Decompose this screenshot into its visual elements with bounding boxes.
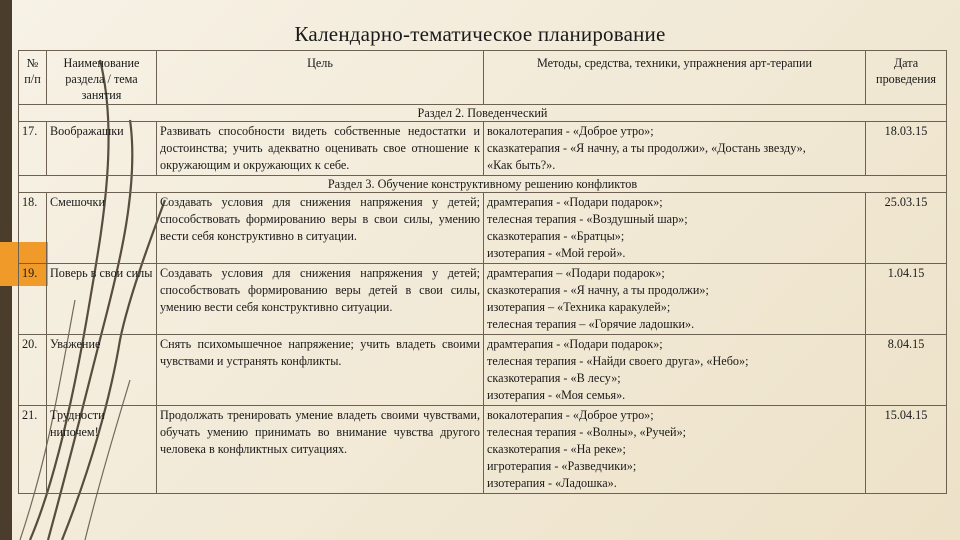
table-row	[19, 122, 947, 176]
section-row	[19, 176, 947, 193]
row-goal: Создавать условия для снижения напряжения у детей; способствовать формированию веры в свои силы, умению вести себя конструктивно в ситуации.	[157, 193, 484, 264]
method-line: телесная терапия - «Волны», «Ручей»;	[487, 425, 687, 439]
table-row	[19, 406, 947, 494]
page-title: Календарно-тематическое планирование	[294, 22, 666, 46]
row-name: Воображашки	[47, 122, 157, 176]
method-line: сказкотерапия - «В лесу»;	[487, 371, 621, 385]
planning-table	[18, 50, 947, 494]
method-line: сказкотерапия - «На реке»;	[487, 442, 626, 456]
method-line: «Как быть?».	[487, 158, 556, 172]
header-goal: Цель	[157, 51, 484, 105]
row-date: 8.04.15	[866, 335, 947, 406]
row-num: 21.	[19, 406, 47, 494]
header-methods: Методы, средства, техники, упражнения арт-терапии	[484, 51, 866, 105]
method-line: драмтерапия - «Подари подарок»;	[487, 195, 663, 209]
method-line: изотерапия – «Техника каракулей»;	[487, 300, 671, 314]
row-num: 18.	[19, 193, 47, 264]
row-methods	[484, 406, 866, 494]
method-line: сказкатерапия - «Я начну, а ты продолжи», «Достань звезду»,	[487, 141, 806, 155]
row-methods	[484, 122, 866, 176]
row-methods	[484, 335, 866, 406]
row-date: 25.03.15	[866, 193, 947, 264]
method-line: игротерапия - «Разведчики»;	[487, 459, 637, 473]
row-goal: Снять психомышечное напряжение; учить владеть своими чувствами и устранять конфликты.	[157, 335, 484, 406]
method-line: сказкотерапия - «Братцы»;	[487, 229, 625, 243]
header-num: № п/п	[19, 51, 47, 105]
row-name: Поверь в свои силы	[47, 264, 157, 335]
row-methods	[484, 264, 866, 335]
method-line: телесная терапия - «Найди своего друга», «Небо»;	[487, 354, 749, 368]
table-row	[19, 264, 947, 335]
method-line: вокалотерапия - «Доброе утро»;	[487, 124, 654, 138]
row-num: 17.	[19, 122, 47, 176]
table-row	[19, 335, 947, 406]
row-date: 15.04.15	[866, 406, 947, 494]
method-line: изотерапия - «Мой герой».	[487, 246, 626, 260]
method-line: вокалотерапия - «Доброе утро»;	[487, 408, 654, 422]
header-date: Дата проведения	[866, 51, 947, 105]
row-methods	[484, 193, 866, 264]
row-name: Трудности нипочем!	[47, 406, 157, 494]
section-title: Раздел 3. Обучение конструктивному решению конфликтов	[19, 176, 947, 193]
row-num: 19.	[19, 264, 47, 335]
row-goal: Создавать условия для снижения напряжения у детей; способствовать формированию веры детей в свои силы, умению вести себя конструктивно ситуации.	[157, 264, 484, 335]
section-row	[19, 105, 947, 122]
method-line: драмтерапия - «Подари подарок»;	[487, 337, 663, 351]
table-header-row	[19, 51, 947, 105]
row-goal: Продолжать тренировать умение владеть своими чувствами, обучать умению принимать во внимание чувства другого человека в конфликтных ситуациях.	[157, 406, 484, 494]
table-row	[19, 193, 947, 264]
row-date: 1.04.15	[866, 264, 947, 335]
row-date: 18.03.15	[866, 122, 947, 176]
header-name: Наименование раздела / тема занятия	[47, 51, 157, 105]
row-name: Уважение	[47, 335, 157, 406]
row-num: 20.	[19, 335, 47, 406]
row-name: Смешочки	[47, 193, 157, 264]
method-line: сказкотерапия - «Я начну, а ты продолжи»;	[487, 283, 709, 297]
method-line: телесная терапия – «Горячие ладошки».	[487, 317, 695, 331]
method-line: изотерапия - «Моя семья».	[487, 388, 626, 402]
method-line: изотерапия - «Ладошка».	[487, 476, 617, 490]
method-line: телесная терапия - «Воздушный шар»;	[487, 212, 688, 226]
section-title: Раздел 2. Поведенческий	[19, 105, 947, 122]
method-line: драмтерапия – «Подари подарок»;	[487, 266, 665, 280]
row-goal: Развивать способности видеть собственные недостатки и достоинства; учить адекватно оценивать свое отношение к окружающим и окружающих к себе.	[157, 122, 484, 176]
